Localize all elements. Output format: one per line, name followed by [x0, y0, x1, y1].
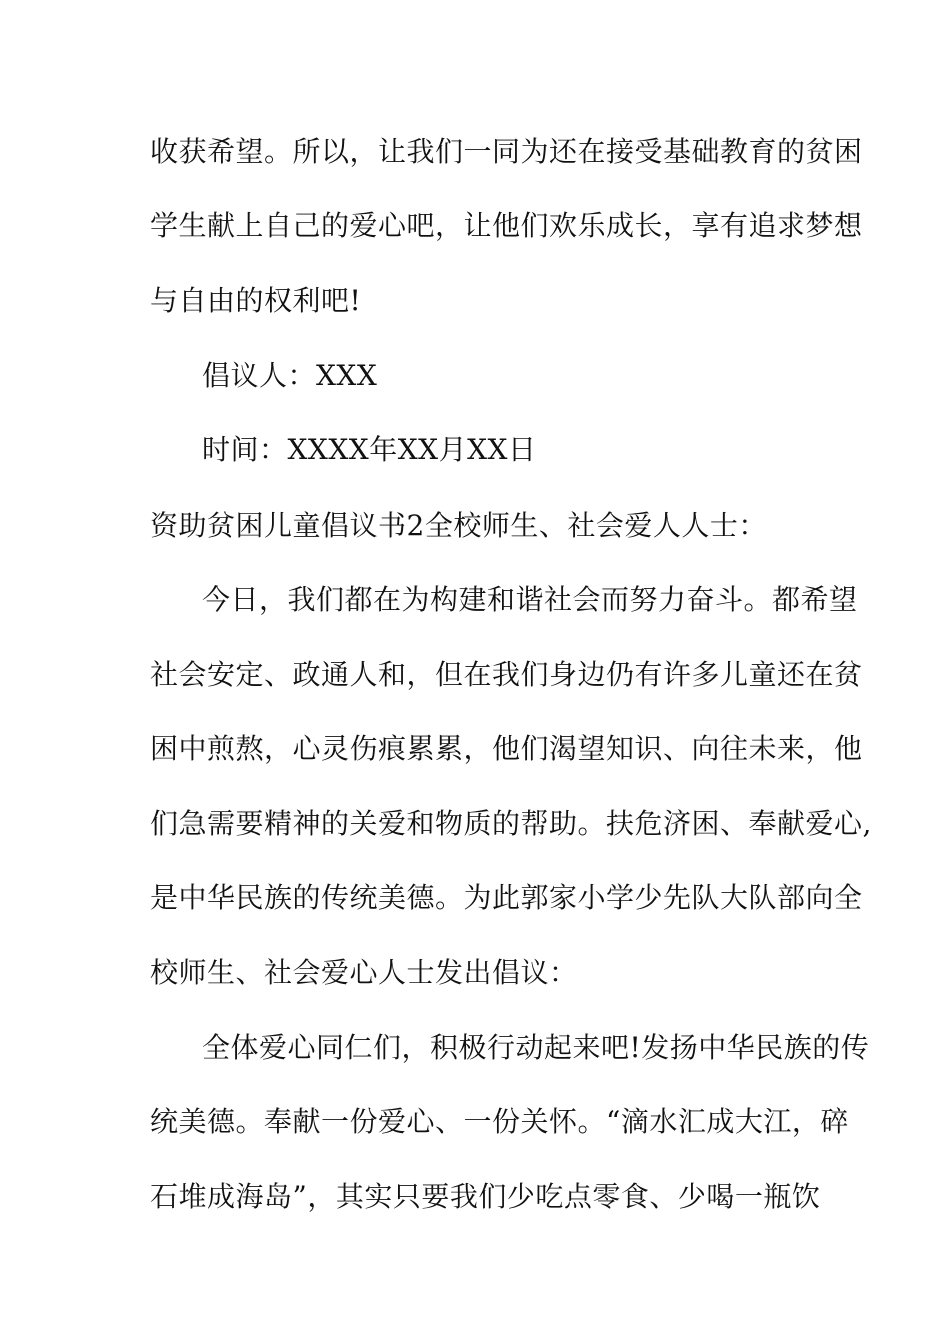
- proposer-line: 倡议人：XXX: [202, 359, 378, 392]
- paragraph-line: 社会安定、政通人和，但在我们身边仍有许多儿童还在贫: [150, 658, 863, 691]
- paragraph-line: 统美德。奉献一份爱心、一份关怀。“滴水汇成大江，碎: [150, 1105, 849, 1138]
- paragraph-line: 校师生、社会爱心人士发出倡议：: [150, 956, 578, 989]
- date-line: 时间：XXXX年XX月XX日: [202, 433, 537, 466]
- paragraph-line: 们急需要精神的关爱和物质的帮助。扶危济困、奉献爱心,: [150, 807, 872, 840]
- paragraph-line: 今日，我们都在为构建和谐社会而努力奋斗。都希望: [202, 583, 858, 616]
- paragraph-line: 学生献上自己的爱心吧，让他们欢乐成长，享有追求梦想: [150, 209, 863, 242]
- paragraph-line: 全体爱心同仁们，积极行动起来吧!发扬中华民族的传: [202, 1031, 870, 1064]
- paragraph-line: 石堆成海岛”，其实只要我们少吃点零食、少喝一瓶饮: [150, 1180, 821, 1213]
- paragraph-line: 是中华民族的传统美德。为此郭家小学少先队大队部向全: [150, 881, 863, 914]
- section-heading: 资助贫困儿童倡议书2全校师生、社会爱人人士：: [150, 509, 767, 542]
- paragraph-line: 收获希望。所以，让我们一同为还在接受基础教育的贫困: [150, 135, 863, 168]
- paragraph-line: 困中煎熬，心灵伤痕累累，他们渴望知识、向往未来，他: [150, 732, 863, 765]
- paragraph-line: 与自由的权利吧!: [150, 284, 362, 317]
